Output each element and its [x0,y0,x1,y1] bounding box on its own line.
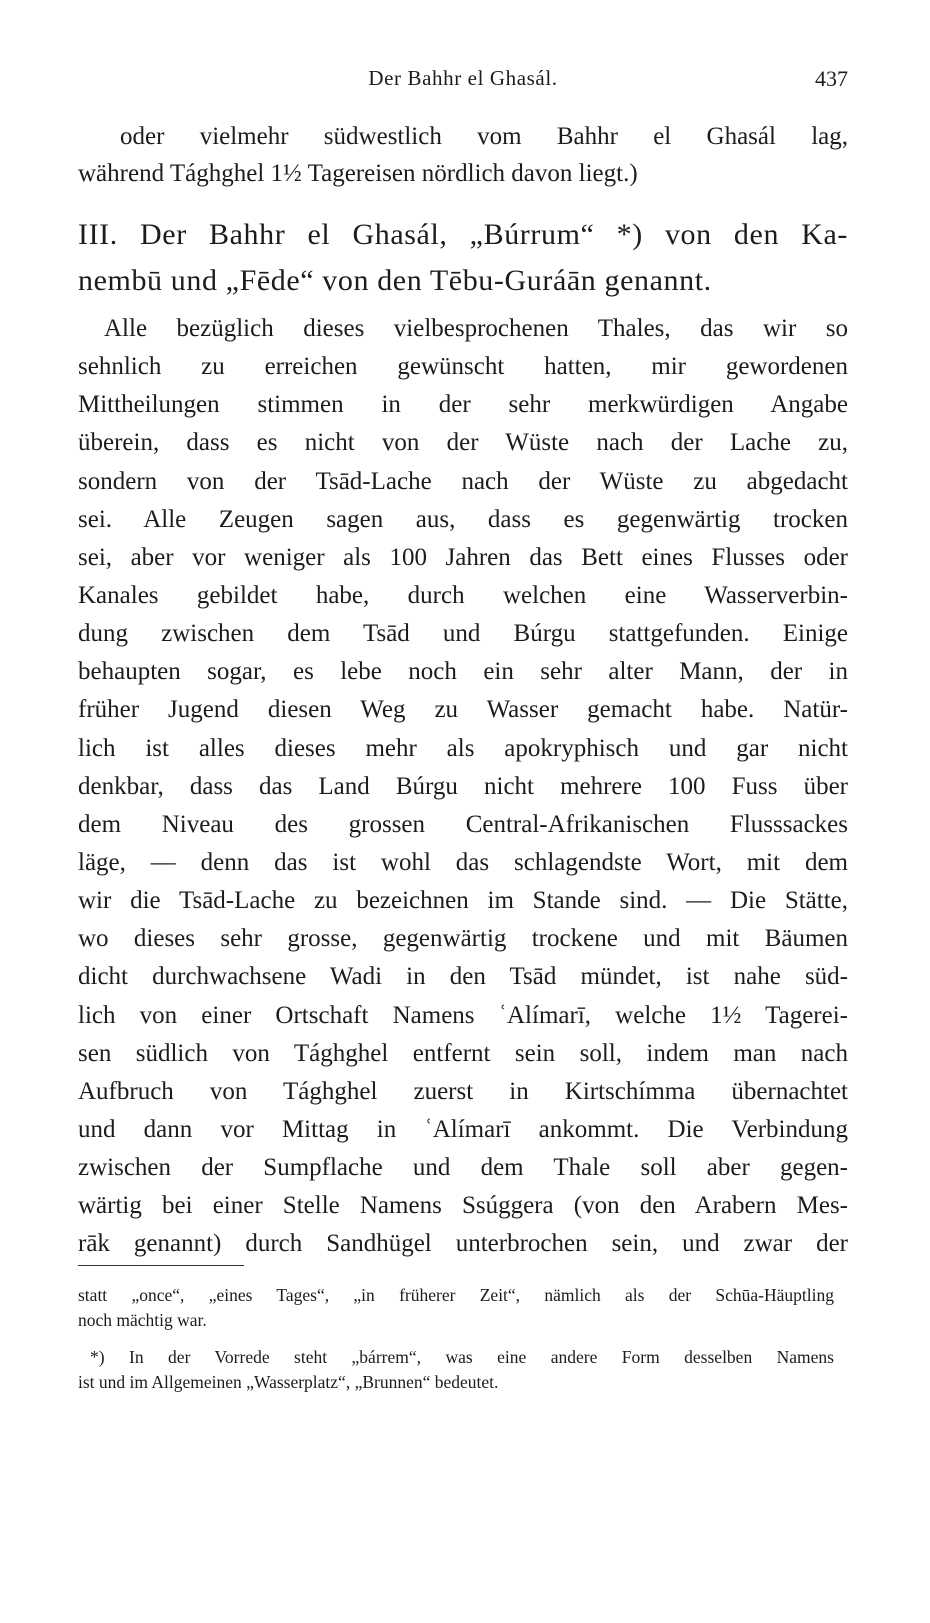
text-line: früher Jugend diesen Weg zu Wasser gemacht habe. Natür- [78,696,848,724]
text-line: sen südlich von Tághghel entfernt sein soll, indem man nach [78,1039,848,1067]
running-head [78,66,848,96]
text-line: denkbar, dass das Land Búrgu nicht mehrere 100 Fuss über [78,772,848,800]
intro-paragraph [78,118,848,192]
text-line: dung zwischen dem Tsād und Búrgu stattgefunden. Einige [78,620,848,648]
text-line: wir die Tsād-Lache zu bezeichnen im Stande sind. — Die Stätte, [78,887,848,915]
text-line: lich ist alles dieses mehr als apokryphisch und gar nicht [78,734,848,762]
section-heading [78,212,848,304]
text-line: läge, — denn das ist wohl das schlagendste Wort, mit dem [78,848,848,876]
text-line: Alle bezüglich dieses vielbesprochenen Thales, das wir so [104,315,848,342]
text-line: wärtig bei einer Stelle Namens Ssúggera (von den Arabern Mes- [78,1192,848,1220]
text-line: behaupten sogar, es lebe noch ein sehr alter Mann, der in [78,658,848,686]
footnotes [78,1283,834,1395]
text-line: Kanales gebildet habe, durch welchen eine Wasserverbin- [78,581,848,609]
text-line: rāk genannt) durch Sandhügel unterbrochen sein, und zwar der [78,1230,848,1258]
page-number: 437 [815,66,848,91]
footnote-divider [78,1265,244,1266]
text-line: dicht durchwachsene Wadi in den Tsād mündet, ist nahe süd- [78,963,848,991]
heading-line: III. Der Bahhr el Ghasál, „Búrrum“ *) von den Ka- [78,218,848,251]
text-line: sehnlich zu erreichen gewünscht hatten, mir gewordenen [78,353,848,381]
footnote-line: ist und im Allgemeinen „Wasserplatz“, „Brunnen“ bedeutet. [78,1372,499,1392]
text-line: zwischen der Sumpflache und dem Thale soll aber gegen- [78,1154,848,1182]
text-line: Mittheilungen stimmen in der sehr merkwürdigen Angabe [78,391,848,419]
text-line: sei. Alle Zeugen sagen aus, dass es gegenwärtig trocken [78,505,848,533]
text-line: und dann vor Mittag in ʿAlímarī ankommt. Die Verbindung [78,1115,848,1143]
text-line: sondern von der Tsād-Lache nach der Wüste zu abgedacht [78,467,848,495]
heading-line: nembū und „Fēde“ von den Tēbu-Guráān genannt. [78,264,712,297]
text-line: oder vielmehr südwestlich vom Bahhr el Ghasál lag, [120,123,848,150]
text-line: während Tághghel 1½ Tagereisen nördlich davon liegt.) [78,160,638,187]
text-line: dem Niveau des grossen Central-Afrikanischen Flusssackes [78,810,848,838]
text-line: wo dieses sehr grosse, gegenwärtig trockene und mit Bäumen [78,925,848,953]
text-line: Aufbruch von Tághghel zuerst in Kirtschímma übernachtet [78,1077,848,1105]
text-line: überein, dass es nicht von der Wüste nach der Lache zu, [78,429,848,457]
footnote-line: *) In der Vorrede steht „bárrem“, was eine andere Form desselben Namens [90,1347,834,1367]
footnote-line: statt „once“, „eines Tages“, „in früherer Zeit“, nämlich als der Schūa-Häuptling [78,1285,834,1305]
text-line: lich von einer Ortschaft Namens ʿAlímarī, welche 1½ Tagerei- [78,1001,848,1029]
running-title: Der Bahhr el Ghasál. [368,66,558,90]
footnote-line: noch mächtig war. [78,1310,207,1330]
text-line: sei, aber vor weniger als 100 Jahren das Bett eines Flusses oder [78,543,848,571]
body-paragraph [78,310,848,1264]
